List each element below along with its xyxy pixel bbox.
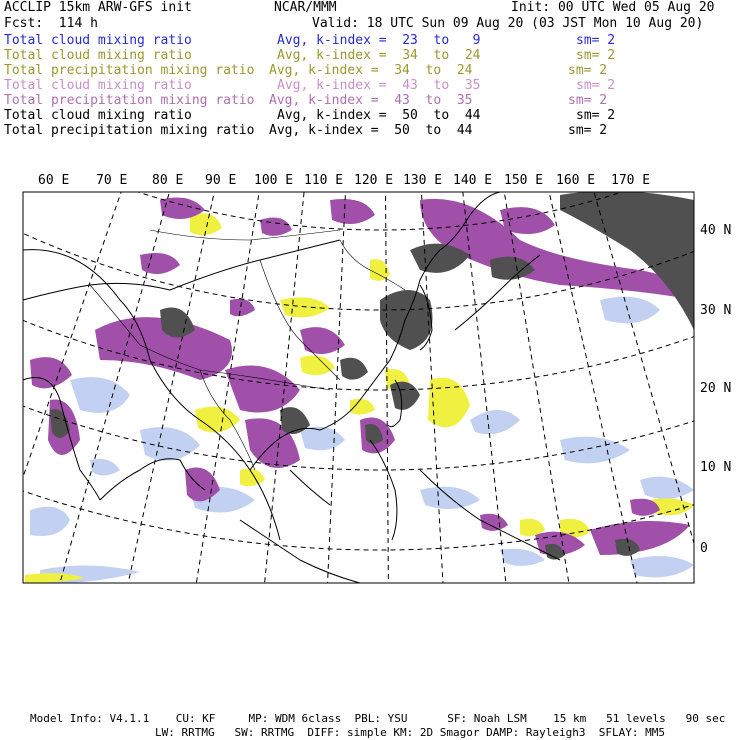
init-time: Init: 00 UTC Wed 05 Aug 20 <box>511 0 715 15</box>
valid-time: Valid: 18 UTC Sun 09 Aug 20 (03 JST Mon 10 Aug 20) <box>312 16 704 31</box>
product-title: ACCLIP 15km ARW-GFS init <box>4 0 192 15</box>
lat-label: 40 N <box>700 223 732 238</box>
lon-label: 140 E <box>453 173 493 188</box>
legend-avg: Avg, k-index = 34 to 24 <box>269 63 473 78</box>
legend-sm: sm= 2 <box>576 33 616 48</box>
lon-label: 120 E <box>354 173 394 188</box>
lon-label: 90 E <box>205 173 237 188</box>
lon-label: 170 E <box>611 173 651 188</box>
legend-name: Total precipitation mixing ratio <box>4 123 255 138</box>
legend-avg: Avg, k-index = 23 to 9 <box>277 33 481 48</box>
legend-avg: Avg, k-index = 43 to 35 <box>269 93 473 108</box>
lat-label: 20 N <box>700 381 732 396</box>
lon-label: 130 E <box>403 173 443 188</box>
legend-name: Total precipitation mixing ratio <box>4 63 255 78</box>
forecast-hour: Fcst: 114 h <box>4 16 98 31</box>
lat-labels <box>700 223 731 556</box>
legend-avg: Avg, k-index = 50 to 44 <box>277 108 481 123</box>
legend-avg: Avg, k-index = 34 to 24 <box>277 48 481 63</box>
lon-label: 70 E <box>96 173 128 188</box>
lat-label: 30 N <box>700 303 732 318</box>
legend-avg: Avg, k-index = 43 to 35 <box>277 78 481 93</box>
lon-label: 110 E <box>304 173 344 188</box>
legend-sm: sm= 2 <box>568 123 608 138</box>
legend-name: Total cloud mixing ratio <box>4 78 192 93</box>
center-label: NCAR/MMM <box>274 0 337 15</box>
legend-sm: sm= 2 <box>568 93 608 108</box>
legend-sm: sm= 2 <box>576 78 616 93</box>
legend-avg: Avg, k-index = 50 to 44 <box>269 123 473 138</box>
model-info-line1: Model Info: V4.1.1 CU: KF MP: WDM 6class PBL: YSU SF: Noah LSM 15 km 51 levels 90 sec <box>30 712 726 725</box>
legend-sm: sm= 2 <box>576 108 616 123</box>
lon-label: 80 E <box>152 173 184 188</box>
legend-name: Total cloud mixing ratio <box>4 108 192 123</box>
lon-label: 150 E <box>504 173 544 188</box>
legend-sm: sm= 2 <box>576 48 616 63</box>
lon-labels <box>38 173 650 188</box>
lon-label: 100 E <box>254 173 294 188</box>
legend-name: Total precipitation mixing ratio <box>4 93 255 108</box>
lon-label: 160 E <box>556 173 596 188</box>
lat-label: 10 N <box>700 460 732 475</box>
legend-sm: sm= 2 <box>568 63 608 78</box>
lat-label: 0 <box>700 541 708 556</box>
legend-name: Total cloud mixing ratio <box>4 48 192 63</box>
model-info-line2: LW: RRTMG SW: RRTMG DIFF: simple KM: 2D Smagor DAMP: Rayleigh3 SFLAY: MM5 <box>155 726 665 739</box>
legend-name: Total cloud mixing ratio <box>4 33 192 48</box>
lon-label: 60 E <box>38 173 70 188</box>
